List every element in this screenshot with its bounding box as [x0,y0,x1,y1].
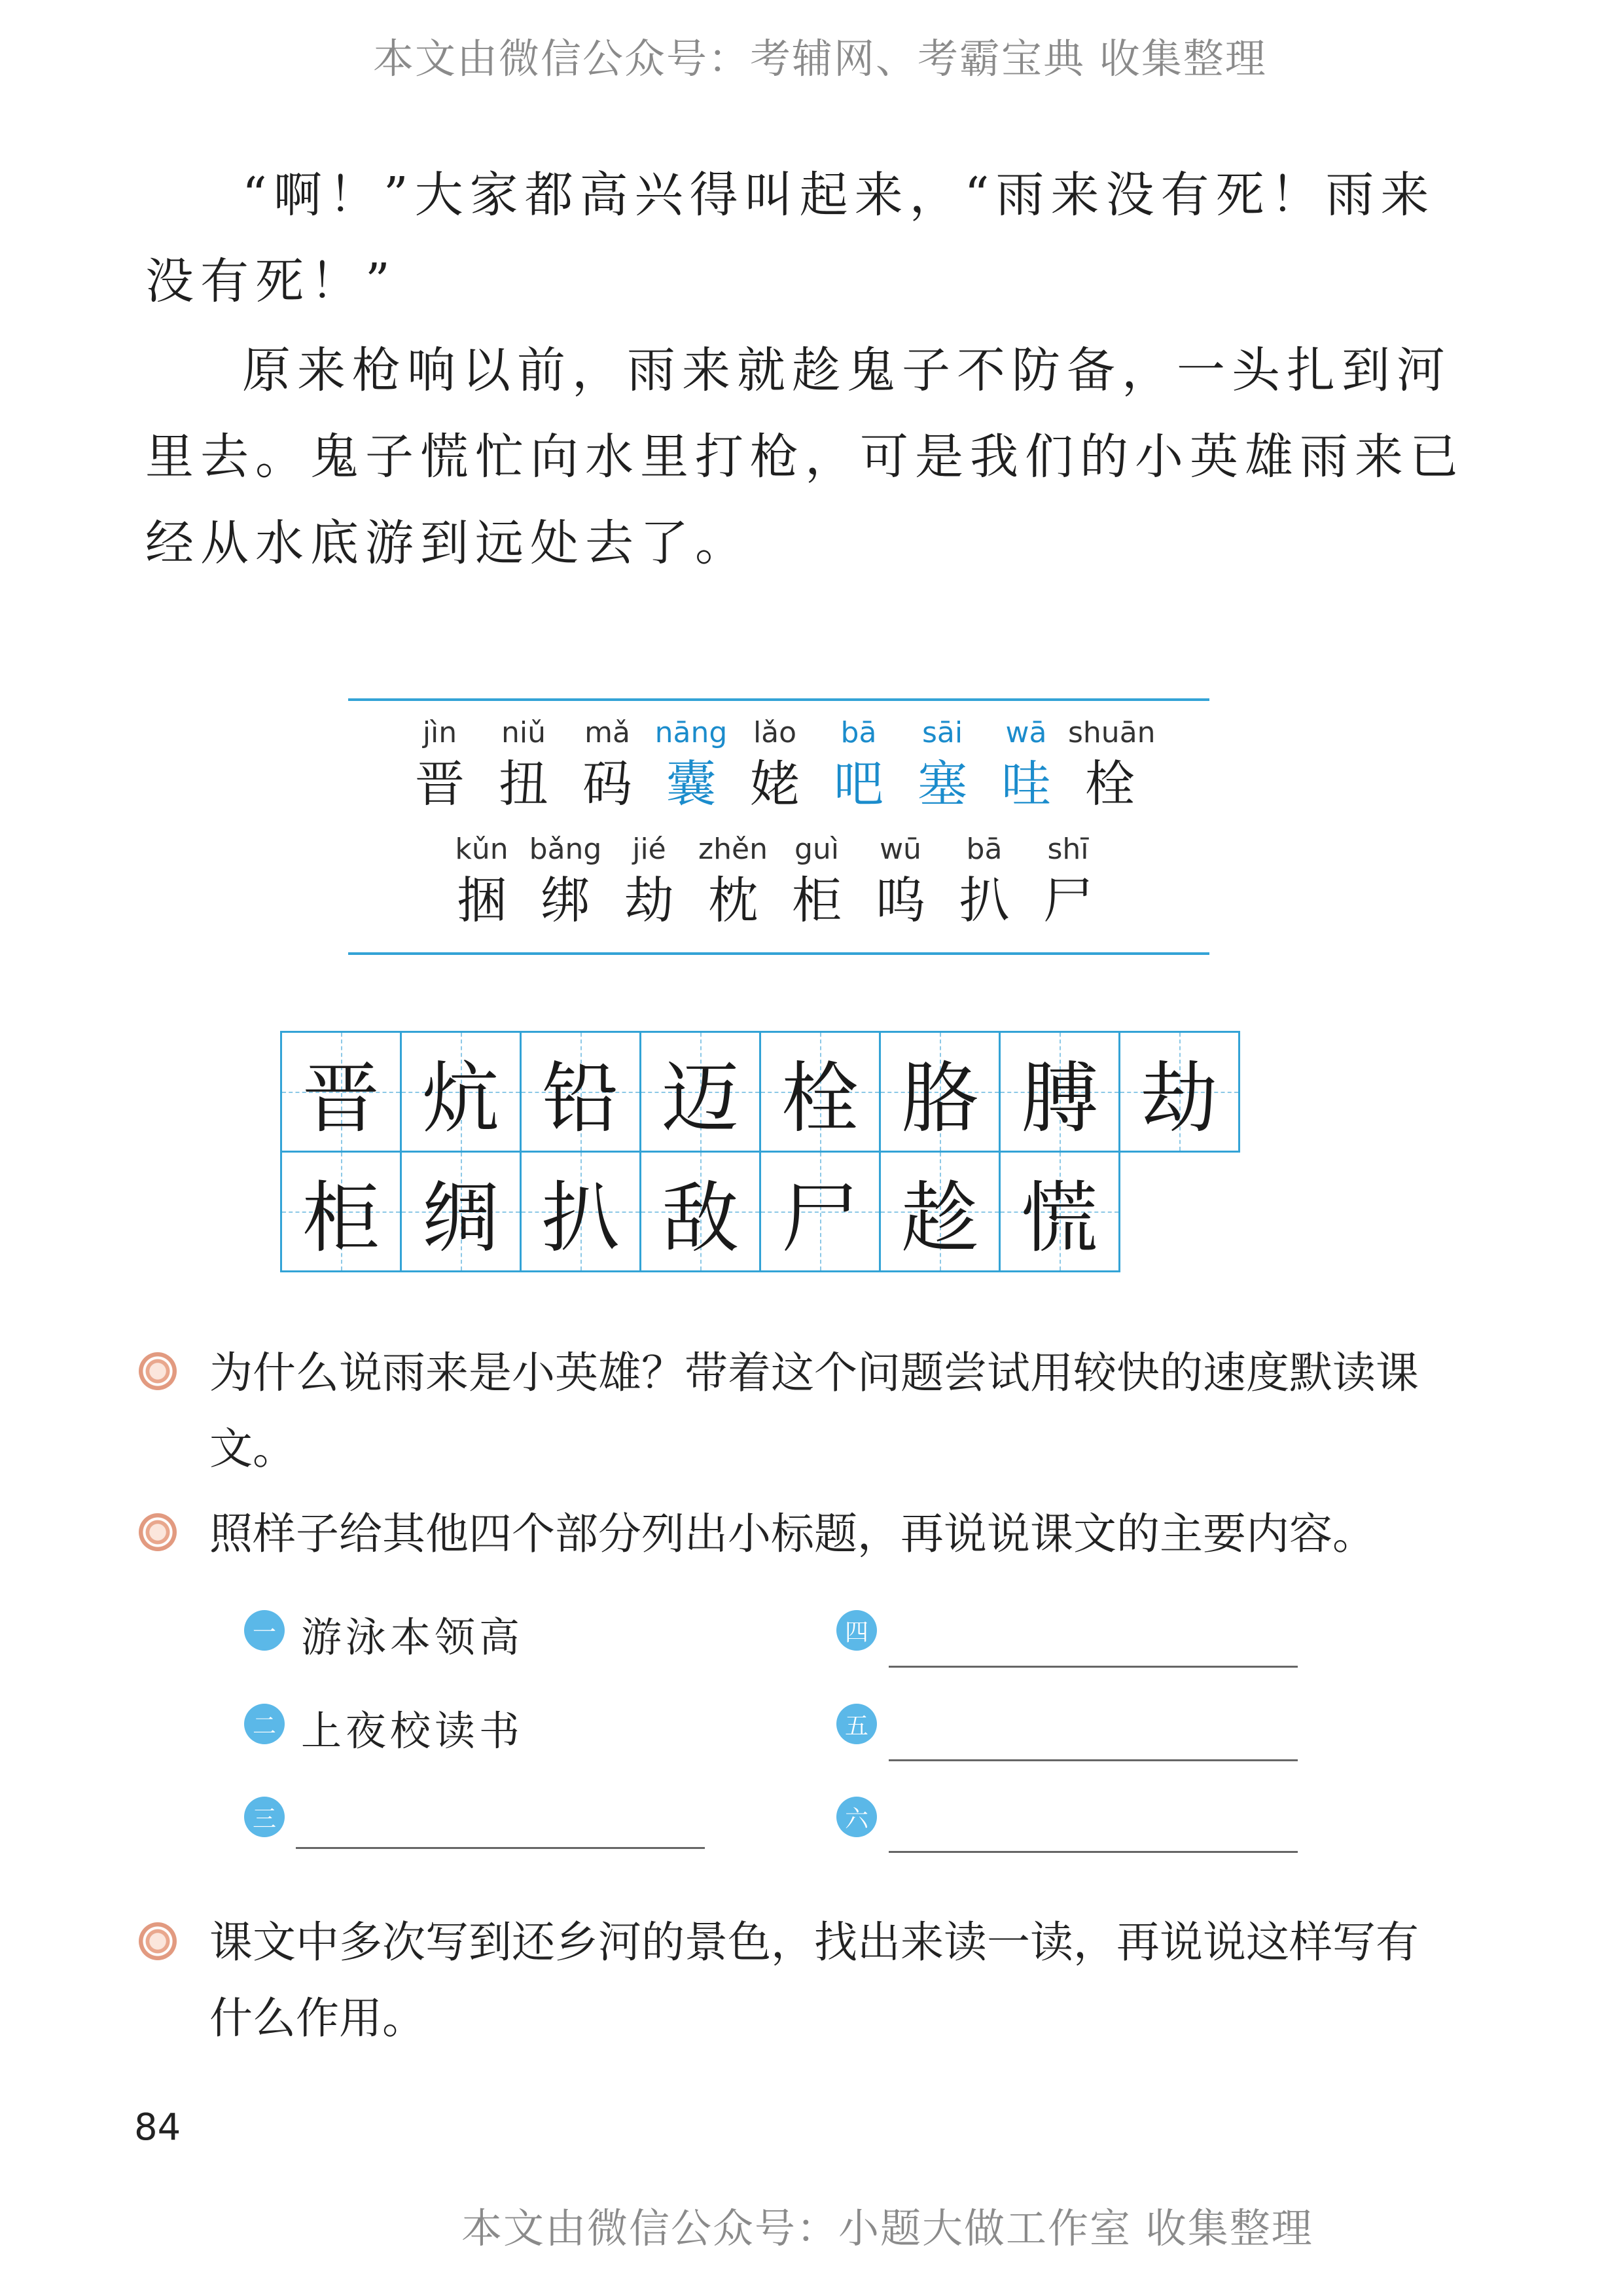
vocab-row-2 [440,830,1110,932]
hanzi: 哇 [1001,755,1051,813]
pinyin: wā [1005,716,1047,749]
hanzi: 囊 [666,755,716,813]
vocab-rule-bottom [348,952,1209,955]
grid-cell [999,1031,1120,1153]
vocab-row-1 [398,713,1156,816]
section-number-badge: 五 [836,1704,877,1744]
hanzi: 栓 [1085,755,1135,813]
vocab-item [691,830,775,932]
vocab-item [398,713,482,816]
pinyin: wū [880,833,921,866]
pinyin: jié [632,833,666,866]
hanzi: 扭 [499,755,548,813]
pinyin: bā [840,716,877,749]
vocab-rule-top [348,698,1209,701]
pinyin: niǔ [501,716,546,749]
grid-cell [280,1151,402,1272]
vocab-item [607,830,691,932]
grid-row-1 [280,1031,1238,1151]
vocab-item-highlight [817,713,901,816]
hanzi: 绑 [541,871,590,929]
grid-char: 铅 [541,1053,619,1143]
pinyin: zhěn [698,833,768,866]
grid-char: 炕 [421,1053,499,1143]
grid-char: 柜 [302,1173,380,1263]
grid-char: 迈 [661,1053,739,1143]
watermark-bottom: 本文由微信公众号：小题大做工作室 收集整理 [461,2204,1313,2252]
pinyin: shuān [1068,716,1156,749]
page-number: 84 [134,2106,181,2149]
pinyin: bǎng [529,833,602,866]
grid-char: 绸 [421,1173,499,1263]
vocab-item [1068,713,1156,816]
section-number-badge: 四 [836,1610,877,1651]
vocab-item [859,830,942,932]
question-bullet-icon [139,1922,177,1960]
grid-cell [639,1151,761,1272]
vocab-item [482,713,565,816]
question-3: 课文中多次写到还乡河的景色，找出来读一读，再说说这样写有什么作用。 [209,1917,1419,2043]
vocab-item-highlight [901,713,984,816]
grid-char: 尸 [781,1173,859,1263]
grid-char: 栓 [781,1053,859,1143]
section-number-badge: 六 [836,1797,877,1837]
question-bullet-icon [139,1352,177,1390]
grid-char: 膊 [1020,1053,1098,1143]
grid-char: 敌 [661,1173,739,1263]
vocab-item [733,713,817,816]
grid-row-2 [280,1151,1238,1270]
question-bullet-icon [139,1513,177,1551]
pinyin: guì [794,833,840,866]
grid-cell [879,1031,1001,1153]
answer-blank-4[interactable] [889,1666,1298,1668]
pinyin: mǎ [584,716,630,749]
story-paragraph-1: “啊！”大家都高兴得叫起来，“雨来没有死！雨来没有死！” [145,167,1436,310]
grid-cell [759,1151,881,1272]
section-title-2: 上夜校读书 [301,1707,524,1755]
section-number-badge: 一 [244,1610,285,1651]
vocab-item [440,830,524,932]
grid-cell [400,1151,522,1272]
vocab-item [942,830,1026,932]
grid-cell [759,1031,881,1153]
answer-blank-3[interactable] [296,1847,705,1849]
pinyin: shī [1047,833,1089,866]
grid-cell [879,1151,1001,1272]
pinyin: jìn [422,716,457,749]
hanzi: 扒 [959,871,1009,929]
hanzi: 劫 [624,871,674,929]
grid-cell [400,1031,522,1153]
vocab-item [565,713,649,816]
pinyin: lǎo [753,716,797,749]
grid-char: 趁 [901,1173,978,1263]
hanzi: 尸 [1043,871,1093,929]
hanzi: 晋 [415,755,465,813]
grid-char: 扒 [541,1173,619,1263]
grid-char: 晋 [302,1053,380,1143]
hanzi: 柜 [792,871,842,929]
grid-cell [639,1031,761,1153]
vocab-item [775,830,859,932]
pinyin: bā [966,833,1003,866]
grid-cell [1118,1031,1240,1153]
grid-char: 慌 [1020,1173,1098,1263]
answer-blank-6[interactable] [889,1851,1298,1853]
vocab-item-highlight [984,713,1068,816]
question-2: 照样子给其他四个部分列出小标题，再说说课文的主要内容。 [209,1509,1376,1559]
hanzi: 枕 [708,871,758,929]
question-1: 为什么说雨来是小英雄？带着这个问题尝试用较快的速度默读课文。 [209,1348,1419,1474]
writing-grid [280,1031,1238,1270]
grid-char: 劫 [1140,1053,1218,1143]
section-title-1: 游泳本领高 [301,1613,524,1661]
watermark-top: 本文由微信公众号：考辅网、考霸宝典 收集整理 [373,35,1267,82]
vocab-item [524,830,607,932]
answer-blank-5[interactable] [889,1759,1298,1761]
hanzi: 呜 [876,871,925,929]
pinyin: sāi [921,716,963,749]
grid-cell [280,1031,402,1153]
hanzi: 塞 [918,755,967,813]
hanzi: 姥 [750,755,800,813]
hanzi: 码 [582,755,632,813]
grid-cell [999,1151,1120,1272]
section-number-badge: 二 [244,1704,285,1744]
hanzi: 吧 [834,755,883,813]
pinyin: nāng [654,716,728,749]
grid-char: 胳 [901,1053,978,1143]
vocab-item-highlight [649,713,733,816]
hanzi: 捆 [457,871,507,929]
section-number-badge: 三 [244,1797,285,1837]
vocab-item [1026,830,1110,932]
grid-cell [520,1151,641,1272]
pinyin: kǔn [455,833,508,866]
grid-cell [520,1031,641,1153]
story-paragraph-2: 原来枪响以前，雨来就趁鬼子不防备，一头扎到河里去。鬼子慌忙向水里打枪，可是我们的小英雄雨来已经从水底游到远处去了。 [145,342,1465,571]
